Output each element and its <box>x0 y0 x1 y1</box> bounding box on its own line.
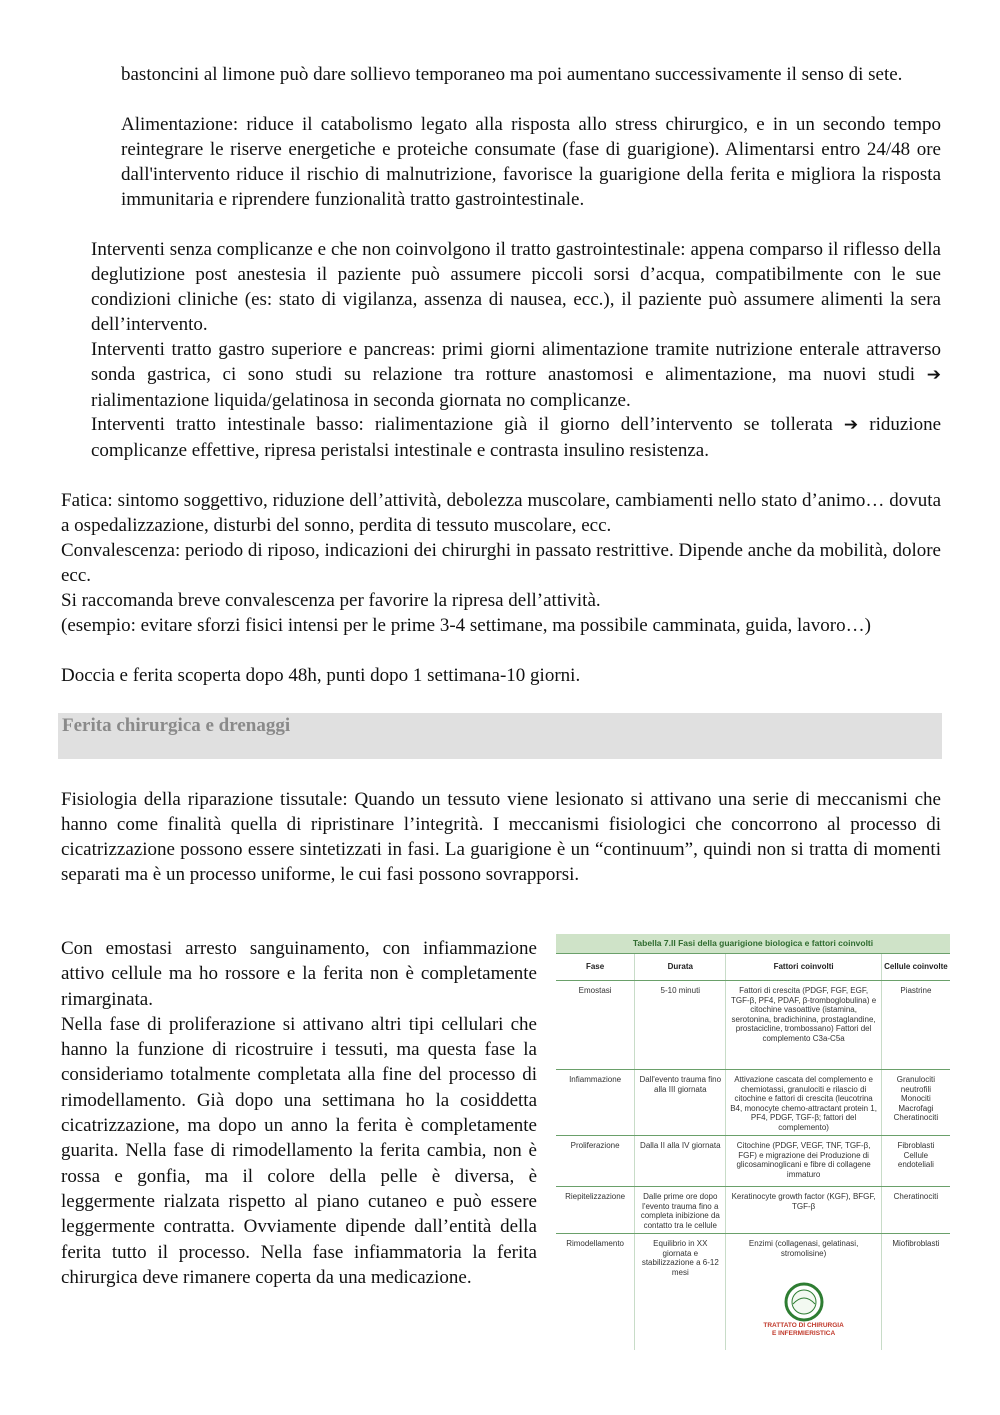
publisher-seal-icon <box>784 1282 824 1322</box>
paragraph-fisiologia: Fisiologia della riparazione tissutale: Quando un tessuto viene lesionato si attivano una serie di meccanismi che hanno come finalità quella di ripristinare l’integrità. I meccanismi fisiologici che concorrono al processo di cicatrizzazione possono essere sintetizzati in fasi. La guarigione è un “continuum”, quindi non si tratta di momenti separati ma è un processo uniforme, le cui fasi possono sovrapporsi. <box>61 789 941 885</box>
cell-cellule: Piastrine <box>881 981 950 1070</box>
left-column-text <box>61 936 537 1290</box>
paragraph-fatica: Fatica: sintomo soggettivo, riduzione dell’attività, debolezza muscolare, cambiamenti nello stato d’animo… dovuta a ospedalizzazione, disturbi del sonno, perdita di tessuto muscolare, ecc. <box>61 490 941 536</box>
header-fase: Fase <box>556 954 635 981</box>
table-figure <box>556 934 950 1337</box>
arrow-right-icon: ➔ <box>926 365 942 385</box>
intestinale-basso-continued: riduzione complicanze effettive, ripresa peristalsi intestinale e contrasta insulino resistenza. <box>91 414 942 461</box>
table-row <box>556 1070 950 1136</box>
cell-cellule: Fibroblasti Cellule endoteliali <box>881 1136 950 1187</box>
cell-fase: Proliferazione <box>556 1136 635 1187</box>
paragraph-convalescenza: Convalescenza: periodo di riposo, indicazioni dei chirurghi in passato restrittive. Dipende anche da mobilità, dolore ecc. <box>61 540 941 586</box>
header-fattori: Fattori coinvolti <box>726 954 881 981</box>
section-title: Ferita chirurgica e drenaggi <box>62 715 291 736</box>
phases-table <box>556 934 950 1350</box>
cell-cellule: Granulociti neutrofili Monociti Macrofagi Cheratinociti <box>881 1070 950 1136</box>
cell-durata: Dalle prime ore dopo l'evento trauma fino a completa inibizione da contatto tra le cellule <box>635 1187 726 1234</box>
header-cellule: Cellule coinvolte <box>881 954 950 981</box>
paragraph-sete: bastoncini al limone può dare sollievo temporaneo ma poi aumentano successivamente il senso di sete. <box>121 64 903 85</box>
table-row <box>556 1136 950 1187</box>
table-row <box>556 981 950 1070</box>
arrow-right-icon: ➔ <box>843 415 859 435</box>
header-durata: Durata <box>635 954 726 981</box>
table-row <box>556 1234 950 1351</box>
cell-fattori: Enzimi (collagenasi, gelatinasi, stromolisine) <box>748 1239 859 1258</box>
cell-fattori: Fattori di crescita (PDGF, FGF, EGF, TGF-β, PF4, PDAF, β-tromboglobulina) e citochine vasoattive (istamina, serotonina, bradichinina, prostaglandine, prostacicline, trombossano) Fattori del complemento C3a-C5a <box>726 981 881 1070</box>
section-header <box>58 713 942 759</box>
paragraph-raccomandazione: Si raccomanda breve convalescenza per favorire la ripresa dell’attività. <box>61 590 601 611</box>
paragraph-gastro-superiore <box>91 337 941 413</box>
cell-fattori: Attivazione cascata del complemento e chemiotassi, granulociti e rilascio di citochine e fattori di crescita (leucotrina B4, monocyte chemo-attractant protein 1, PF4, PDGF, TGF-β; fattori del complemento) <box>726 1070 881 1136</box>
cell-durata: Equilibrio in XX giornata e stabilizzazione a 6-12 mesi <box>635 1234 726 1351</box>
cell-fattori: Keratinocyte growth factor (KGF), BFGF, TGF-β <box>726 1187 881 1234</box>
cell-fase: Riepitelizzazione <box>556 1187 635 1234</box>
cell-durata: Dall'evento trauma fino alla III giornata <box>635 1070 726 1136</box>
cell-durata: Dalla II alla IV giornata <box>635 1136 726 1187</box>
gastro-superiore-continued: rialimentazione liquida/gelatinosa in seconda giornata no complicanze. <box>91 390 631 411</box>
gastro-superiore-text: Interventi tratto gastro superiore e pancreas: primi giorni alimentazione tramite nutrizione enterale attraverso sonda gastrica, ci sono studi su relazione tra rotture anastomosi e alimentazione, ma nuovi studi <box>91 339 941 385</box>
table-caption: Tabella 7.II Fasi della guarigione biologica e fattori coinvolti <box>556 934 950 954</box>
paragraph-alimentazione: Alimentazione: riduce il catabolismo legato alla risposta allo stress chirurgico, e in un secondo tempo reintegrare le riserve energetiche e proteiche consumate (fase di guarigione). Alimentarsi entro 24/48 ore dall'intervento riduce il rischio di malnutrizione, favorisce la guarigione della ferita e migliora la risposta immunitaria e riprendere funzionalità tratto gastrointestinale. <box>121 114 941 210</box>
cell-fase: Infiammazione <box>556 1070 635 1136</box>
paragraph-intestinale-basso <box>91 412 941 463</box>
seal-caption <box>729 1322 877 1337</box>
cell-durata: 5-10 minuti <box>635 981 726 1070</box>
paragraph-emostasi: Con emostasi arresto sanguinamento, con infiammazione attivo cellule ma ho rossore e la ferita non è completamente rimarginata. <box>61 938 537 1010</box>
paragraph-esempio: (esempio: evitare sforzi fisici intensi per le prime 3-4 settimane, ma possibile camminata, guida, lavoro…) <box>61 615 871 636</box>
paragraph-doccia: Doccia e ferita scoperta dopo 48h, punti dopo 1 settimana-10 giorni. <box>61 665 581 686</box>
cell-cellule: Cheratinociti <box>881 1187 950 1234</box>
cell-fase: Emostasi <box>556 981 635 1070</box>
seal-caption-line: TRATTATO DI CHIRURGIA <box>763 1322 844 1329</box>
intestinale-basso-text: Interventi tratto intestinale basso: rialimentazione già il giorno dell’intervento se tollerata <box>91 414 833 435</box>
cell-fattori: Citochine (PDGF, VEGF, TNF, TGF-β, FGF) e migrazione dei Produzione di glicosaminoglicani e fibre di collagene immaturo <box>726 1136 881 1187</box>
seal-caption-line: E INFERMIERISTICA <box>772 1329 836 1337</box>
paragraph-proliferazione: Nella fase di proliferazione si attivano altri tipi cellulari che hanno la funzione di ricostruire i tessuti, ma questa fase la consideriamo totalmente completata alla fine del processo di rimodellamento. Già dopo una settimana ho la cosiddetta cicatrizzazione, ma dopo un anno la ferita è completamente guarita. Nella fase di rimodellamento la ferita cambia, non è rossa e gonfia, ma il colore della pelle è diversa, è leggermente rialzata rispetto al piano cutaneo e può essere leggermente contratta. Ovviamente dipende dall’entità della ferita tutto il processo. Nella fase infiammatoria la ferita chirurgica deve rimanere coperta da una medicazione. <box>61 1013 537 1288</box>
cell-cellule: Miofibroblasti <box>892 1239 940 1248</box>
paragraph-interventi-senza-complicanze: Interventi senza complicanze e che non coinvolgono il tratto gastrointestinale: appena comparso il riflesso della deglutizione post anestesia il paziente può assumere piccoli sorsi d’acqua, compatibilmente con le sue condizioni cliniche (es: stato di vigilanza, assenza di nausea, ecc.), il paziente può assumere alimenti la sera dell’intervento. <box>91 239 941 335</box>
cell-fattori-with-logo <box>726 1234 881 1351</box>
table-row <box>556 1187 950 1234</box>
cell-fase: Rimodellamento <box>556 1234 635 1351</box>
